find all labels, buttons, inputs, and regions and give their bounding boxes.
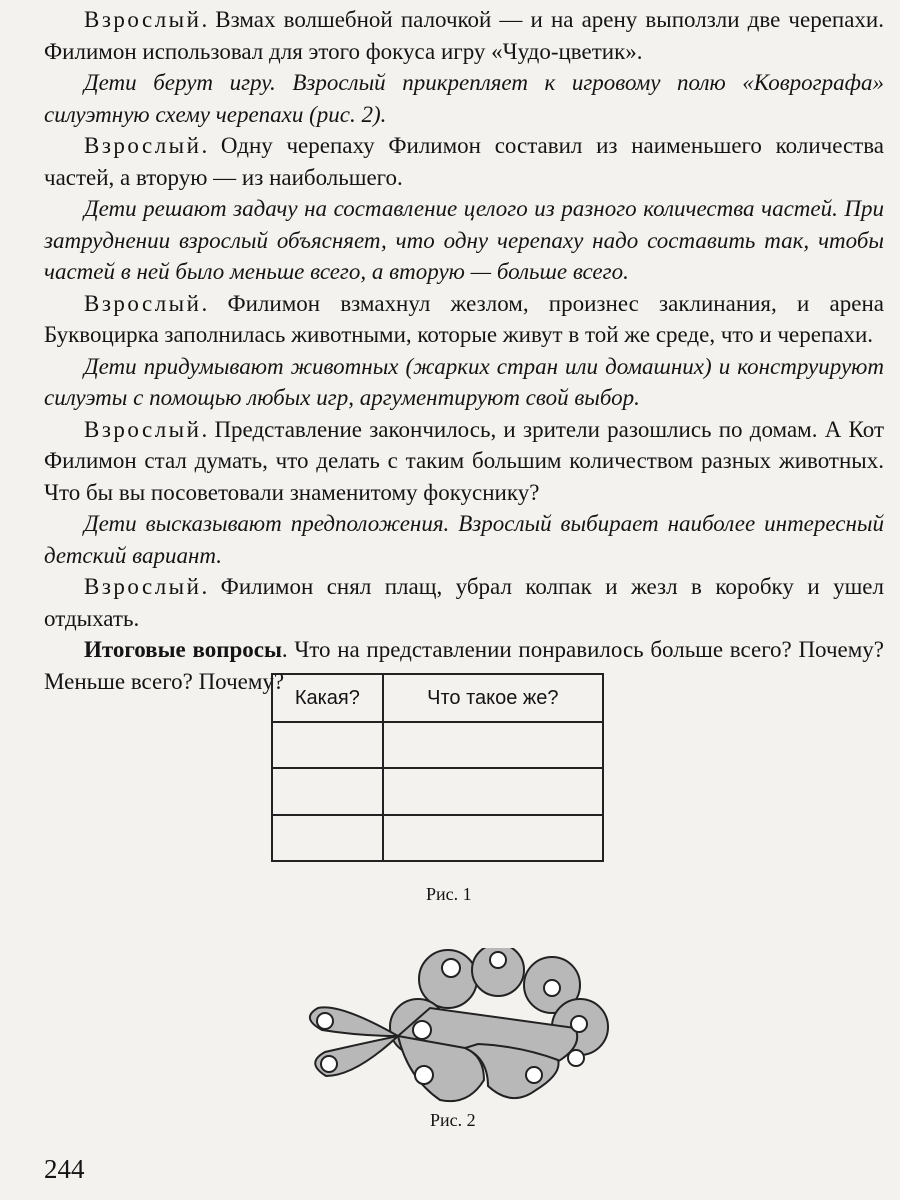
paragraph-text: . Взмах волшебной палочкой — и на арену выползли две черепахи. Филимон использовал для этого фокуса игру «Чудо-цветик».: [44, 7, 884, 64]
paragraph-9: [44, 571, 884, 634]
body-text: [44, 4, 884, 697]
paragraph-text: . Одну черепаху Филимон составил из наименьшего количества частей, а вторую — из наибольшего.: [44, 133, 884, 190]
paragraph-text: . Филимон взмахнул жезлом, произнес заклинания, и арена Буквоцирка заполнилась животными, которые живут в той же среде, что и черепахи.: [44, 290, 884, 347]
speaker-label: Взрослый: [84, 574, 202, 599]
shell-hole: [571, 1016, 587, 1032]
leaf-hole: [317, 1013, 333, 1029]
shell-hole: [490, 952, 506, 968]
shell-hole: [544, 980, 560, 996]
speaker-label: Взрослый: [84, 290, 202, 316]
table-header-same: Что такое же?: [383, 674, 603, 722]
leaf-hole: [321, 1056, 337, 1072]
figure-2-caption: Рис. 2: [430, 1110, 476, 1130]
paragraph-text: . Что на представлении понравилось больше всего? Почему? Меньше всего? Почему?: [44, 637, 884, 694]
paragraph-2: Дети берут игру. Взрослый прикрепляет к игровому полю «Коврографа» силуэтную схему черепахи (рис. 2).: [44, 70, 884, 127]
table-cell: [272, 722, 383, 768]
paragraph-3: [44, 130, 884, 193]
table-cell: [383, 815, 603, 861]
figure-1-caption: Рис. 1: [426, 884, 472, 904]
shell-hole: [442, 959, 460, 977]
table-cell: [383, 722, 603, 768]
table-cell: [272, 815, 383, 861]
paragraph-5: [44, 288, 884, 351]
table-header-which: Какая?: [272, 674, 383, 722]
page-number: 244: [44, 1154, 85, 1184]
turtle-silhouette-figure: [270, 948, 630, 1108]
paragraph-text: . Представление закончилось, и зрители разошлись по домам. А Кот Филимон стал думать, что делать с таким большим количеством разных животных. Что бы вы посоветовали знаменитому фокуснику?: [44, 416, 884, 505]
paragraph-6: Дети придумывают животных (жарких стран или домашних) и конструируют силуэты с помощью любых игр, аргументируют свой выбор.: [44, 353, 884, 410]
speaker-label: Взрослый: [84, 7, 202, 32]
fan-hole: [415, 1066, 433, 1084]
figure-1-table: [271, 673, 604, 862]
paragraph-7: [44, 414, 884, 509]
summary-questions-label: Итоговые вопросы: [84, 637, 282, 662]
table-cell: [272, 768, 383, 814]
table-cell: [383, 768, 603, 814]
fan-hole: [526, 1067, 542, 1083]
paragraph-8: Дети высказывают предположения. Взрослый выбирает наиболее интересный детский вариант.: [44, 511, 884, 568]
shell-hole: [413, 1021, 431, 1039]
shell-hole: [568, 1050, 584, 1066]
speaker-label: Взрослый: [84, 133, 202, 158]
paragraph-text: . Филимон снял плащ, убрал колпак и жезл в коробку и ушел отдыхать.: [44, 574, 884, 631]
paragraph-4: Дети решают задачу на составление целого из разного количества частей. При затруднении взрослый объясняет, что одну черепаху надо составить так, чтобы частей в ней было меньше всего, а вторую — больше всего.: [44, 196, 884, 284]
paragraph-1: [44, 4, 884, 67]
speaker-label: Взрослый: [84, 416, 202, 442]
